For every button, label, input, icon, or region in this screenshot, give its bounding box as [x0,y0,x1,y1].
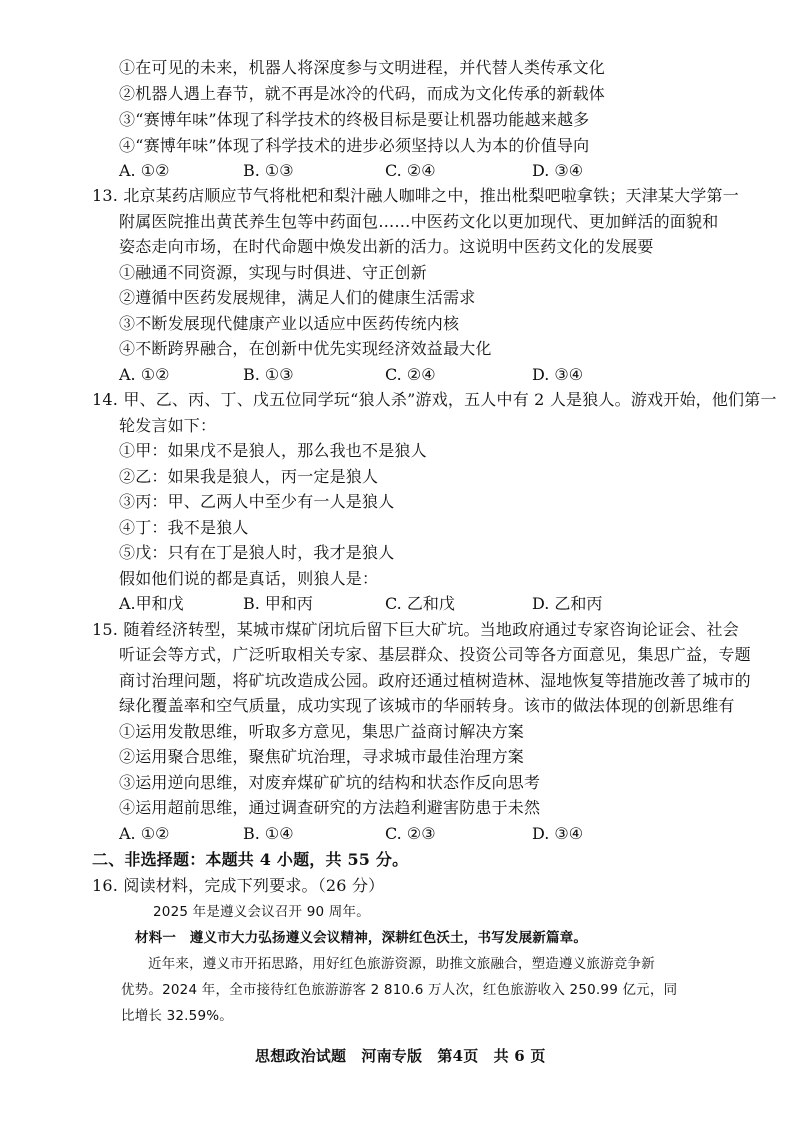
q14-item-2: ②乙：如果我是狼人，丙一定是狼人 [119,467,379,486]
q13-option-b: B. ①③ [243,365,294,384]
q15-item-1: ①运用发散思维，听取多方意见，集思广益商讨解决方案 [119,722,525,741]
q15-stem-line-3: 商讨治理问题，将矿坑改造成公园。政府还通过植树造林、湿地恢复等措施改善了城市的 [119,671,751,690]
q13-item-4: ④不断跨界融合，在创新中优先实现经济效益最大化 [119,339,492,358]
q14-stem-line-2: 轮发言如下： [119,416,217,435]
q14-item-5: ⑤戊：只有在丁是狼人时，我才是狼人 [119,543,395,562]
q16-material1-title: 材料一 遵义市大力弘扬遵义会议精神，深耕红色沃土，书写发展新篇章。 [135,930,588,946]
q13-option-a: A. ①② [119,365,170,384]
q16-material1-line-1: 近年来，遵义市开拓思路，用好红色旅游资源，助推文旅融合，塑造遵义旅游竞争新 [148,956,655,972]
q14-option-a: A.甲和戊 [119,594,184,613]
q14-stem-line-1: 14. 甲、乙、丙、丁、戊五位同学玩“狼人杀”游戏，五人中有 2 人是狼人。游戏开始，他们第一 [92,390,777,409]
q13-option-c: C. ②④ [385,365,436,384]
q15-option-b: B. ①④ [243,824,294,843]
q12-item-4: ④“赛博年味”体现了科学技术的进步必须坚持以人为本的价值导向 [119,136,590,155]
section-heading: 二、非选择题：本题共 4 小题，共 55 分。 [92,850,409,869]
q12-item-2: ②机器人遇上春节，就不再是冰冷的代码，而成为文化传承的新载体 [119,84,606,103]
q16-material1-line-2: 优势。2024 年，全市接待红色旅游游客 2 810.6 万人次，红色旅游收入 250.99 亿元，同 [121,982,678,998]
q15-item-2: ②运用聚合思维，聚焦矿坑治理，寻求城市最佳治理方案 [119,747,525,766]
q14-option-d: D. 乙和丙 [532,594,603,613]
q14-option-b: B. 甲和丙 [243,594,313,613]
q15-stem-line-4: 绿化覆盖率和空气质量，成功实现了该城市的华丽转身。该市的做法体现的创新思维有 [119,696,735,715]
q13-stem-line-2: 附属医院推出黄芪养生包等中药面包……中医药文化以更加现代、更加鲜活的面貌和 [119,212,719,231]
q15-item-4: ④运用超前思维，通过调查研究的方法趋利避害防患于未然 [119,798,541,817]
page-footer: 思想政治试题 河南专版 第4页 共 6 页 [255,1047,546,1065]
q13-item-2: ②遵循中医药发展规律，满足人们的健康生活需求 [119,288,476,307]
q15-item-3: ③运用逆向思维，对废弃煤矿矿坑的结构和状态作反向思考 [119,773,541,792]
q14-option-c: C. 乙和戊 [385,594,455,613]
q12-option-a: A. ①② [119,161,170,180]
q14-item-3: ③丙：甲、乙两人中至少有一人是狼人 [119,492,395,511]
q15-option-c: C. ②③ [385,824,436,843]
q15-option-d: D. ③④ [532,824,584,843]
q14-item-4: ④丁：我不是狼人 [119,518,249,537]
q15-stem-line-1: 15. 随着经济转型，某城市煤矿闭坑后留下巨大矿坑。当地政府通过专家咨询论证会、社会 [92,620,739,639]
q12-option-c: C. ②④ [385,161,436,180]
q15-stem-line-2: 听证会等方式，广泛听取相关专家、基层群众、投资公司等各方面意见，集思广益，专题 [119,645,751,664]
q16-intro: 2025 年是遵义会议召开 90 周年。 [153,904,370,920]
q13-stem-line-1: 13. 北京某药店顺应节气将枇杷和梨汁融人咖啡之中，推出枇梨吧啦拿铁；天津某大学第一 [92,186,739,205]
q13-stem-line-3: 姿态走向市场，在时代命题中焕发出新的活力。这说明中医药文化的发展要 [119,237,654,256]
q13-item-1: ①融通不同资源，实现与时俱进、守正创新 [119,263,427,282]
q14-item-1: ①甲：如果戊不是狼人，那么我也不是狼人 [119,441,427,460]
q15-option-a: A. ①② [119,824,170,843]
q16-material1-line-3: 比增长 32.59%。 [121,1008,233,1024]
q12-item-3: ③“赛博年味”体现了科学技术的终极目标是要让机器功能越来越多 [119,110,590,129]
q16-stem: 16. 阅读材料，完成下列要求。（26 分） [92,876,385,895]
q12-option-d: D. ③④ [532,161,584,180]
q12-item-1: ①在可见的未来，机器人将深度参与文明进程，并代替人类传承文化 [119,58,606,77]
q13-item-3: ③不断发展现代健康产业以适应中医药传统内核 [119,314,460,333]
q12-option-b: B. ①③ [243,161,294,180]
q13-option-d: D. ③④ [532,365,584,384]
q14-question: 假如他们说的都是真话，则狼人是： [119,569,379,588]
